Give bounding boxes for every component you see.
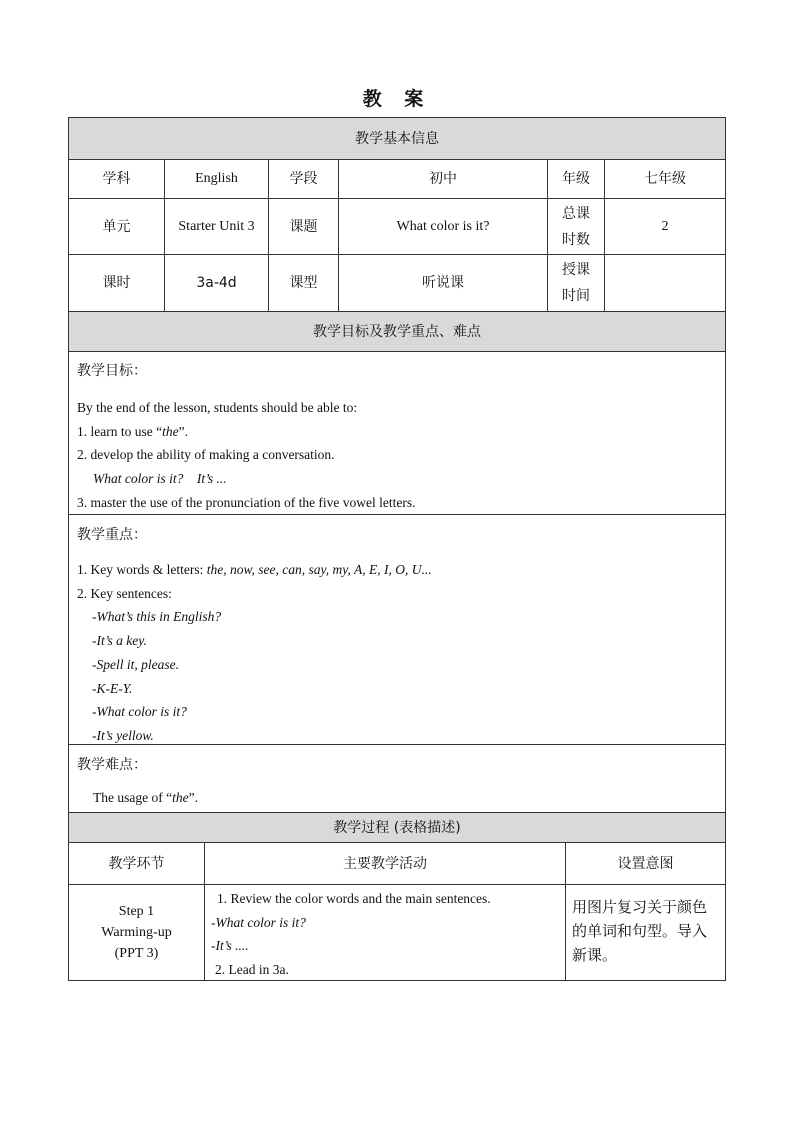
total-hours-label-line2: 时数 bbox=[562, 231, 590, 248]
key-points-section bbox=[68, 514, 726, 745]
step-name: Warming-up bbox=[101, 925, 172, 940]
difficulty-text-suffix: ”. bbox=[188, 790, 198, 805]
topic-value: What color is it? bbox=[338, 198, 548, 255]
activity-line: 1. Review the color words and the main sentences. bbox=[217, 891, 491, 906]
difficulty-text-prefix: The usage of “ bbox=[93, 790, 173, 805]
objective-item-1-prefix: 1. learn to use “ bbox=[77, 423, 163, 439]
subject-label: 学科 bbox=[68, 159, 165, 199]
process-col-intent: 设置意图 bbox=[565, 842, 726, 885]
basic-info-header-text: 教学基本信息 bbox=[355, 130, 439, 147]
stage-value: 初中 bbox=[338, 159, 548, 199]
unit-value: Starter Unit 3 bbox=[164, 198, 269, 255]
total-hours-label-line1: 总课 bbox=[562, 205, 590, 222]
key-words: the, now, see, can, say, my, A, E, I, O, U... bbox=[206, 562, 432, 577]
difficulty-term: the bbox=[172, 790, 189, 805]
total-hours-value: 2 bbox=[604, 198, 726, 255]
period-value: 3a-4d bbox=[164, 254, 269, 312]
difficulty-label: 教学难点： bbox=[77, 757, 147, 773]
topic-label: 课题 bbox=[268, 198, 339, 255]
type-label: 课型 bbox=[268, 254, 339, 312]
process-col-activities: 主要教学活动 bbox=[204, 842, 566, 885]
key-points-label: 教学重点： bbox=[77, 527, 147, 543]
key-sentence: -It’s a key. bbox=[92, 633, 147, 649]
stage-label: 学段 bbox=[268, 159, 339, 199]
objective-item-3: 3. master the use of the pronunciation of the five vowel letters. bbox=[77, 494, 416, 510]
objective-item-2: 2. develop the ability of making a conversation. bbox=[77, 447, 335, 463]
class-time-label-line2: 时间 bbox=[562, 288, 590, 304]
activity-line: -What color is it? bbox=[211, 914, 306, 930]
difficulty-text bbox=[77, 786, 717, 810]
grade-label: 年级 bbox=[547, 159, 605, 199]
key-sentence: -Spell it, please. bbox=[92, 656, 179, 672]
key-sentence: -What’s this in English? bbox=[92, 609, 222, 625]
objective-item-2-example: What color is it? It’s ... bbox=[93, 471, 227, 487]
subject-value: English bbox=[164, 159, 269, 199]
period-label: 课时 bbox=[68, 254, 165, 312]
objectives-label: 教学目标： bbox=[77, 363, 147, 379]
total-hours-label bbox=[547, 198, 605, 255]
class-time-value bbox=[604, 254, 726, 312]
difficulty-section bbox=[68, 744, 726, 813]
activity-line: 2. Lead in 3a. bbox=[215, 962, 289, 978]
step-number: Step 1 bbox=[118, 904, 155, 919]
basic-info-header bbox=[68, 117, 726, 160]
objectives-intro: By the end of the lesson, students should be able to: bbox=[77, 400, 358, 415]
class-time-label-line1: 授课 bbox=[562, 262, 590, 278]
objectives-section bbox=[68, 351, 726, 515]
activity-line: -It’s .... bbox=[211, 938, 249, 954]
objective-item-1-suffix: ”. bbox=[178, 423, 188, 439]
key-sentence: -K-E-Y. bbox=[92, 680, 133, 696]
objective-item-1-term: the bbox=[162, 423, 179, 439]
page-title: 教 案 bbox=[362, 88, 432, 110]
class-time-label bbox=[547, 254, 605, 312]
step-cell bbox=[68, 884, 205, 981]
activities-cell bbox=[204, 884, 566, 981]
process-header: 教学过程 (表格描述) bbox=[68, 812, 726, 843]
process-col-step: 教学环节 bbox=[68, 842, 205, 885]
intent-cell bbox=[565, 884, 726, 981]
objective-item-1 bbox=[77, 420, 717, 444]
unit-label: 单元 bbox=[68, 198, 165, 255]
intent-text: 用图片复习关于颜色的单词和句型。导入新课。 bbox=[572, 898, 708, 964]
grade-value: 七年级 bbox=[604, 159, 726, 199]
key-points-item-2: 2. Key sentences: bbox=[77, 585, 172, 601]
step-ppt: (PPT 3) bbox=[114, 946, 159, 961]
key-points-item-1 bbox=[77, 558, 717, 582]
goals-header: 教学目标及教学重点、难点 bbox=[68, 311, 726, 352]
key-points-item-1-prefix: 1. Key words & letters: bbox=[77, 562, 207, 577]
key-sentence: -It’s yellow. bbox=[92, 727, 154, 743]
key-sentence: -What color is it? bbox=[92, 704, 187, 720]
type-value: 听说课 bbox=[338, 254, 548, 312]
